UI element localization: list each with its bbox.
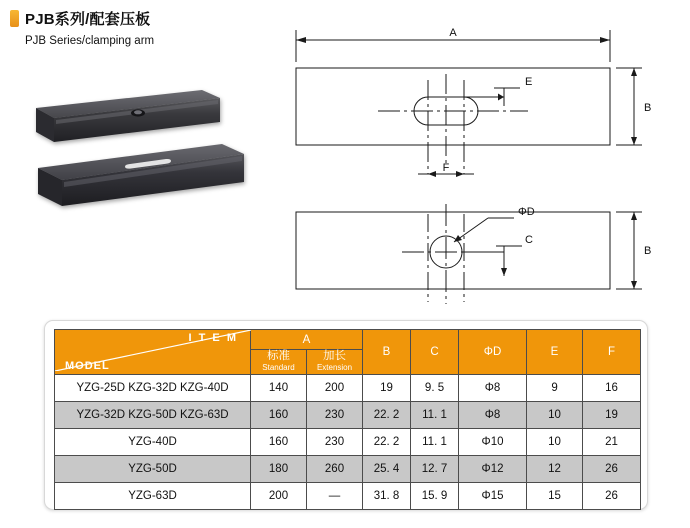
a-standard-header-cn: 标准: [267, 350, 290, 362]
cell-a-extension: —: [307, 483, 363, 510]
cell-f: 21: [583, 429, 641, 456]
item-header-label: I T E M: [188, 332, 238, 344]
table-row: [55, 375, 641, 402]
cell-b: 25. 4: [363, 456, 411, 483]
product-photo-area: [16, 78, 266, 218]
dim-label-a: A: [449, 27, 457, 39]
cell-e: 10: [527, 402, 583, 429]
a-header: A: [251, 330, 363, 350]
clamping-arm-photo-bottom: [34, 138, 250, 218]
title-marker-icon: [10, 10, 19, 27]
title-block: [10, 8, 270, 47]
cell-model: YZG-50D: [55, 456, 251, 483]
cell-d: Φ15: [459, 483, 527, 510]
item-model-header: [55, 330, 251, 375]
cell-c: 9. 5: [411, 375, 459, 402]
dim-label-b-top: B: [644, 102, 652, 114]
cell-model: YZG-32D KZG-50D KZG-63D: [55, 402, 251, 429]
dim-label-e: E: [525, 76, 533, 88]
table-row: [55, 429, 641, 456]
a-standard-header-en: Standard: [262, 363, 295, 372]
c-header: C: [411, 330, 459, 375]
cell-a-standard: 160: [251, 402, 307, 429]
cell-a-standard: 180: [251, 456, 307, 483]
page-title-cn: PJB系列/配套压板: [25, 11, 151, 28]
cell-a-standard: 140: [251, 375, 307, 402]
cell-d: Φ8: [459, 375, 527, 402]
cell-a-extension: 230: [307, 429, 363, 456]
cell-c: 11. 1: [411, 429, 459, 456]
e-header: E: [527, 330, 583, 375]
cell-a-extension: 260: [307, 456, 363, 483]
cell-a-standard: 200: [251, 483, 307, 510]
dim-label-c: C: [525, 234, 533, 246]
cell-a-extension: 230: [307, 402, 363, 429]
model-header-label: MODEL: [65, 360, 110, 372]
table-row: [55, 402, 641, 429]
table-row: [55, 456, 641, 483]
cell-d: Φ8: [459, 402, 527, 429]
cell-e: 15: [527, 483, 583, 510]
cell-c: 12. 7: [411, 456, 459, 483]
cell-b: 19: [363, 375, 411, 402]
cell-d: Φ10: [459, 429, 527, 456]
cell-b: 22. 2: [363, 429, 411, 456]
specification-table-card: [44, 320, 648, 510]
page-title-en: PJB Series/clamping arm: [25, 35, 155, 47]
cell-model: YZG-40D: [55, 429, 251, 456]
a-extension-header-cn: 加长: [323, 350, 346, 362]
dim-label-d: ΦD: [518, 206, 535, 218]
cell-c: 15. 9: [411, 483, 459, 510]
cell-model: YZG-63D: [55, 483, 251, 510]
cell-a-standard: 160: [251, 429, 307, 456]
specification-table: [54, 329, 641, 510]
a-extension-header-en: Extension: [316, 363, 353, 372]
table-row: [55, 483, 641, 510]
cell-b: 22. 2: [363, 402, 411, 429]
b-header: B: [363, 330, 411, 375]
cell-f: 26: [583, 483, 641, 510]
f-header: F: [583, 330, 641, 375]
a-extension-header: [307, 350, 363, 375]
cell-f: 19: [583, 402, 641, 429]
cell-f: 16: [583, 375, 641, 402]
a-standard-header: [251, 350, 307, 375]
d-header: ΦD: [459, 330, 527, 375]
drawing-svg: [282, 14, 682, 304]
cell-e: 12: [527, 456, 583, 483]
cell-b: 31. 8: [363, 483, 411, 510]
dim-label-b-side: B: [644, 245, 652, 257]
cell-e: 9: [527, 375, 583, 402]
cell-d: Φ12: [459, 456, 527, 483]
cell-a-extension: 200: [307, 375, 363, 402]
title-row: [10, 8, 270, 29]
cell-f: 26: [583, 456, 641, 483]
cell-e: 10: [527, 429, 583, 456]
dim-label-f: F: [442, 162, 450, 174]
cell-model: YZG-25D KZG-32D KZG-40D: [55, 375, 251, 402]
cell-c: 11. 1: [411, 402, 459, 429]
engineering-drawing-area: [282, 14, 682, 304]
